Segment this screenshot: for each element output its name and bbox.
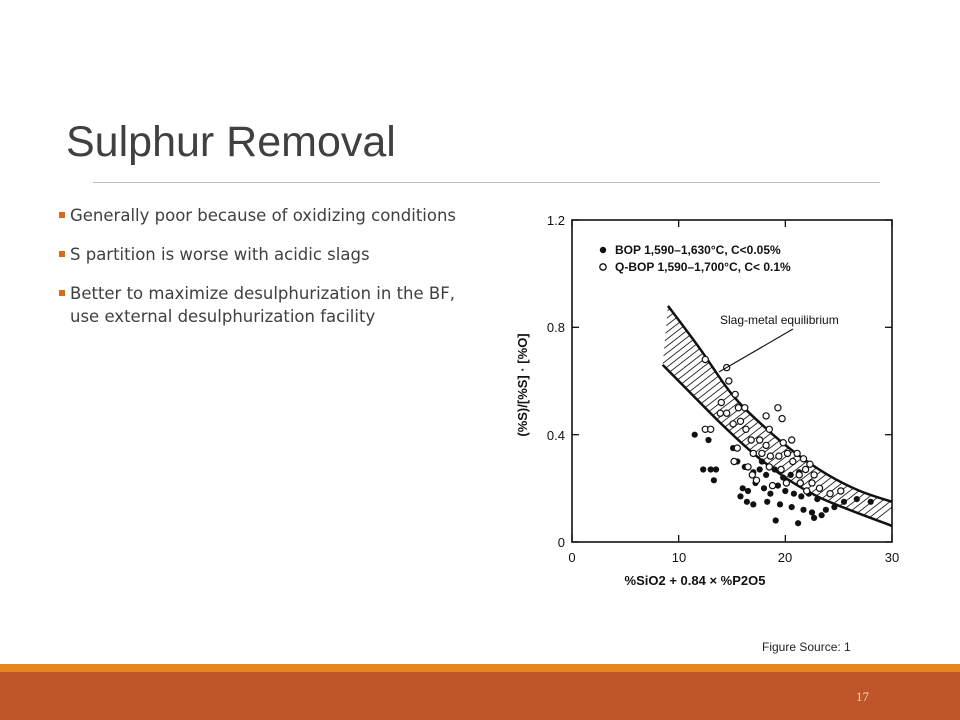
- qbop-data-point: [811, 472, 817, 478]
- qbop-data-point: [796, 472, 802, 478]
- hatch-line: [806, 210, 910, 560]
- qbop-data-point: [794, 450, 800, 456]
- bop-data-point: [789, 504, 795, 510]
- qbop-data-point: [708, 426, 714, 432]
- legend-marker-filled: [600, 247, 606, 253]
- qbop-data-point: [730, 421, 736, 427]
- bop-data-point: [823, 507, 829, 513]
- bop-data-point: [819, 512, 825, 518]
- x-tick-label: 30: [884, 550, 900, 565]
- qbop-data-point: [726, 378, 732, 384]
- qbop-data-point: [749, 472, 755, 478]
- bop-data-point: [782, 488, 788, 494]
- footer-stripe: [0, 664, 960, 672]
- bop-data-point: [809, 509, 815, 515]
- bop-data-point: [831, 504, 837, 510]
- bop-data-point: [744, 499, 750, 505]
- bop-data-point: [795, 520, 801, 526]
- hatch-line: [815, 210, 910, 560]
- qbop-data-point: [743, 426, 749, 432]
- x-tick-label: 20: [777, 550, 793, 565]
- data-points: [692, 356, 874, 526]
- bop-data-point: [711, 477, 717, 483]
- qbop-data-point: [742, 405, 748, 411]
- qbop-data-point: [807, 461, 813, 467]
- bop-data-point: [773, 517, 779, 523]
- hatch-line: [505, 210, 563, 560]
- bop-data-point: [705, 437, 711, 443]
- bop-data-point: [759, 458, 765, 464]
- slide-title: Sulphur Removal: [66, 118, 396, 166]
- qbop-data-point: [702, 356, 708, 362]
- x-tick-label: 10: [671, 550, 687, 565]
- qbop-data-point: [789, 437, 795, 443]
- qbop-data-point: [838, 488, 844, 494]
- page-number: 17: [856, 689, 869, 704]
- qbop-data-point: [757, 437, 763, 443]
- qbop-data-point: [766, 464, 772, 470]
- bop-data-point: [761, 485, 767, 491]
- qbop-data-point: [779, 416, 785, 422]
- qbop-data-point: [767, 453, 773, 459]
- bullet-list: [58, 204, 458, 344]
- bop-data-point: [700, 466, 706, 472]
- bop-data-point: [854, 496, 860, 502]
- hatch-line: [797, 210, 910, 560]
- qbop-data-point: [783, 480, 789, 486]
- bop-data-point: [811, 515, 817, 521]
- qbop-data-point: [737, 418, 743, 424]
- hatch-line: [505, 210, 509, 560]
- qbop-data-point: [763, 442, 769, 448]
- sulphur-partition-figure: [505, 200, 910, 600]
- qbop-data-point: [735, 405, 741, 411]
- bop-data-point: [868, 499, 874, 505]
- qbop-data-point: [790, 458, 796, 464]
- y-tick-label: 0.4: [546, 428, 565, 443]
- qbop-data-point: [748, 437, 754, 443]
- qbop-data-point: [816, 485, 822, 491]
- bop-data-point: [757, 466, 763, 472]
- bop-data-point: [841, 499, 847, 505]
- qbop-data-point: [763, 413, 769, 419]
- qbop-data-point: [827, 491, 833, 497]
- bop-data-point: [745, 488, 751, 494]
- qbop-data-point: [731, 458, 737, 464]
- x-axis-label: %SiO2 + 0.84 × %P2O5: [624, 573, 766, 588]
- bop-data-point: [740, 485, 746, 491]
- footer-bar: [0, 672, 960, 720]
- qbop-data-point: [775, 405, 781, 411]
- bop-data-point: [800, 507, 806, 513]
- bop-data-point: [763, 472, 769, 478]
- bop-data-point: [737, 493, 743, 499]
- qbop-data-point: [734, 445, 740, 451]
- qbop-data-point: [780, 440, 786, 446]
- title-divider: [93, 182, 880, 183]
- qbop-data-point: [724, 410, 730, 416]
- qbop-data-point: [797, 480, 803, 486]
- qbop-data-point: [766, 426, 772, 432]
- bop-data-point: [788, 472, 794, 478]
- qbop-data-point: [745, 464, 751, 470]
- qbop-data-point: [809, 480, 815, 486]
- y-tick-label: 0: [557, 535, 565, 550]
- bop-data-point: [750, 501, 756, 507]
- y-tick-label: 1.2: [546, 213, 565, 228]
- bullet-item: S partition is worse with acidic slags: [58, 243, 458, 266]
- qbop-data-point: [804, 488, 810, 494]
- qbop-data-point: [776, 453, 782, 459]
- y-tick-label: 0.8: [546, 320, 565, 335]
- x-tick-label: 0: [568, 550, 576, 565]
- qbop-data-point: [750, 450, 756, 456]
- bop-data-point: [791, 491, 797, 497]
- bullet-item: Generally poor because of oxidizing conditions: [58, 204, 458, 227]
- legend-label-bop: BOP 1,590–1,630°C, C<0.05%: [615, 243, 781, 257]
- bop-data-point: [708, 466, 714, 472]
- qbop-data-point: [803, 466, 809, 472]
- legend-label-qbop: Q-BOP 1,590–1,700°C, C< 0.1%: [615, 260, 791, 274]
- annotation-leader-line: [719, 329, 793, 372]
- equilibrium-annotation: Slag-metal equilibrium: [720, 313, 839, 327]
- qbop-data-point: [718, 399, 724, 405]
- bop-data-point: [692, 432, 698, 438]
- bullet-item: Better to maximize desulphurization in the BF, use external desulphurization facility: [58, 282, 458, 328]
- bop-data-point: [777, 501, 783, 507]
- scatter-chart: [505, 200, 910, 600]
- qbop-data-point: [753, 477, 759, 483]
- bop-data-point: [814, 496, 820, 502]
- legend-marker-open: [600, 264, 606, 270]
- qbop-data-point: [732, 391, 738, 397]
- qbop-data-point: [759, 450, 765, 456]
- bop-data-point: [764, 499, 770, 505]
- bop-data-point: [767, 491, 773, 497]
- qbop-data-point: [769, 483, 775, 489]
- qbop-data-point: [784, 450, 790, 456]
- qbop-data-point: [800, 456, 806, 462]
- qbop-data-point: [778, 466, 784, 472]
- bop-data-point: [713, 466, 719, 472]
- figure-source: Figure Source: 1: [762, 640, 851, 654]
- y-axis-label: (%S)/[%S] · [%O]: [515, 333, 530, 437]
- qbop-data-point: [717, 410, 723, 416]
- bop-data-point: [798, 493, 804, 499]
